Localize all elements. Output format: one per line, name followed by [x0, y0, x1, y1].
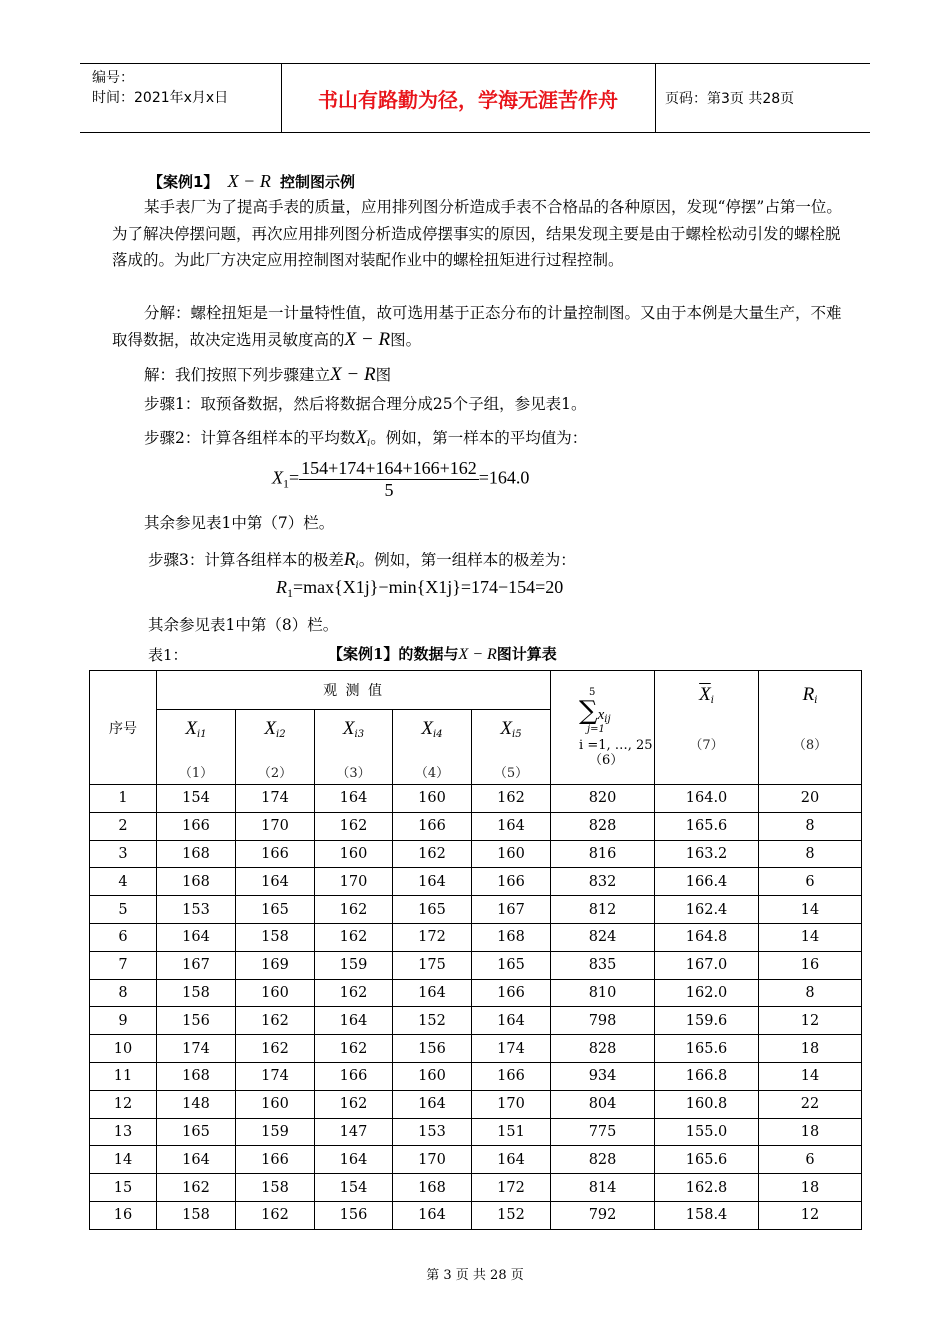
table-row: [90, 1201, 862, 1229]
solve-text: 解：我们按照下列步骤建立: [144, 366, 331, 384]
table-cell: 828: [551, 1035, 655, 1063]
table-row: [90, 1007, 862, 1035]
table-cell: 170: [315, 868, 393, 896]
table-cell: 162: [236, 1201, 315, 1229]
sum-bottom: j=1: [587, 724, 605, 735]
range-sub: i: [814, 695, 818, 706]
table-cell: 167.0: [655, 951, 759, 979]
obs-num: （5）: [493, 766, 529, 781]
table-cell: 934: [551, 1062, 655, 1090]
table-cell: 14: [759, 923, 862, 951]
table-row: [90, 1090, 862, 1118]
table-cell: 804: [551, 1090, 655, 1118]
table-cell: 164: [315, 785, 393, 813]
table-cell: 158: [236, 923, 315, 951]
table-cell: 158: [157, 979, 236, 1007]
sum-var: x: [597, 707, 605, 723]
table-title: [328, 643, 557, 666]
table-cell: 166: [236, 1146, 315, 1174]
table-cell: 160: [236, 1090, 315, 1118]
analysis-symbol: X − R: [344, 328, 391, 350]
table-cell: 164: [157, 1146, 236, 1174]
table-cell: 166.8: [655, 1062, 759, 1090]
table-cell: 165: [393, 896, 472, 924]
table-row: [90, 979, 862, 1007]
table-cell: 18: [759, 1118, 862, 1146]
table-cell: 164.8: [655, 923, 759, 951]
solve-symbol: X − R: [330, 364, 376, 385]
formula2-rhs: =max{X1j}−min{X1j}=174−154=20: [293, 577, 564, 597]
table-cell: 162: [157, 1174, 236, 1202]
table-cell: 165: [157, 1118, 236, 1146]
mean-formula: $X_1=$ $\frac{154+174+164+166+162}{5}$ =164.0: [272, 458, 530, 500]
table-cell: 166: [472, 868, 551, 896]
table-cell: 174: [472, 1035, 551, 1063]
table-cell: 158: [236, 1174, 315, 1202]
table-row: [90, 951, 862, 979]
table-cell: 174: [236, 1062, 315, 1090]
table-cell: 160: [472, 840, 551, 868]
step3-symbol: R: [343, 549, 356, 570]
table-cell: 159: [315, 951, 393, 979]
table-cell: 16: [90, 1201, 157, 1229]
table-cell: 166.4: [655, 868, 759, 896]
table-cell: 169: [236, 951, 315, 979]
table-row: [90, 896, 862, 924]
table-cell: 20: [759, 785, 862, 813]
obs-num: （1）: [178, 766, 214, 781]
rest8: 其余参见表1中第（8）栏。: [148, 616, 339, 634]
col-obs-header: 观 测 值: [157, 671, 551, 710]
page-header: [80, 63, 870, 133]
obs-col-header: [157, 710, 236, 785]
case-title: [148, 170, 355, 193]
table-cell: 155.0: [655, 1118, 759, 1146]
table-cell: 814: [551, 1174, 655, 1202]
table-cell: 148: [157, 1090, 236, 1118]
table-cell: 172: [393, 923, 472, 951]
table-cell: 164: [393, 1201, 472, 1229]
table-cell: 164: [472, 1007, 551, 1035]
formula1-lhs: X: [272, 467, 283, 488]
table-cell: 159: [236, 1118, 315, 1146]
table-cell: 151: [472, 1118, 551, 1146]
table-cell: 6: [759, 868, 862, 896]
obs-symbol: X: [342, 718, 355, 739]
table-cell: 168: [157, 840, 236, 868]
table-cell: 158.4: [655, 1201, 759, 1229]
table-cell: 156: [157, 1007, 236, 1035]
obs-col-header: [472, 710, 551, 785]
table-header-row-1: [90, 671, 862, 710]
analysis-paragraph: [112, 300, 842, 353]
table-row: [90, 923, 862, 951]
table-title-symbol: X − R: [458, 646, 497, 663]
table-label: 表1：: [148, 646, 188, 664]
table-cell: 174: [157, 1035, 236, 1063]
table-cell: 168: [393, 1174, 472, 1202]
table-cell: 160: [393, 1062, 472, 1090]
table-cell: 14: [90, 1146, 157, 1174]
table-cell: 792: [551, 1201, 655, 1229]
table-cell: 775: [551, 1118, 655, 1146]
table-cell: 16: [759, 951, 862, 979]
obs-sub: i2: [276, 729, 286, 740]
mean-sub: i: [710, 695, 714, 706]
col-seq-header: 序号: [90, 671, 157, 785]
table-cell: 6: [90, 923, 157, 951]
table-cell: 163.2: [655, 840, 759, 868]
table-cell: 165: [236, 896, 315, 924]
table-cell: 164: [393, 868, 472, 896]
table-body: [90, 785, 862, 1230]
mean-num: （7）: [689, 738, 724, 753]
table-cell: 167: [472, 896, 551, 924]
step2-text-end: 。例如，第一样本的平均值为：: [370, 429, 588, 447]
table-cell: 162: [315, 812, 393, 840]
table-cell: 152: [472, 1201, 551, 1229]
table-cell: 798: [551, 1007, 655, 1035]
formula1-lhs-sub: 1: [283, 476, 289, 491]
case-title-symbol: X − R: [227, 171, 271, 191]
sum-top: 5: [589, 687, 596, 698]
table-cell: 165.6: [655, 812, 759, 840]
table-cell: 152: [393, 1007, 472, 1035]
intro-paragraph: 某手表厂为了提高手表的质量，应用排列图分析造成手表不合格品的各种原因，发现“停摆”占第一位。为了解决停摆问题，再次应用排列图分析造成停摆事实的原因，结果发现主要是由于螺栓松动引发的螺栓脱落成的。为此厂方决定应用控制图对装配作业中的螺栓扭矩进行过程控制。: [112, 198, 842, 269]
obs-col-header: [393, 710, 472, 785]
sum-var-sub: ij: [604, 714, 611, 725]
table-cell: 816: [551, 840, 655, 868]
table-cell: 810: [551, 979, 655, 1007]
table-cell: 166: [315, 1062, 393, 1090]
obs-symbol: X: [264, 718, 277, 739]
table-cell: 164: [236, 868, 315, 896]
table-cell: 8: [759, 840, 862, 868]
obs-sub: i3: [354, 729, 365, 740]
range-symbol: R: [802, 684, 815, 705]
table-row: [90, 868, 862, 896]
formula1-result: =164.0: [478, 467, 530, 488]
table-cell: 158: [157, 1201, 236, 1229]
step3-text: 步骤3：计算各组样本的极差: [148, 551, 344, 569]
table-cell: 162: [236, 1007, 315, 1035]
table-cell: 165.6: [655, 1146, 759, 1174]
step3-sub: i: [355, 560, 359, 571]
table-cell: 172: [472, 1174, 551, 1202]
table-cell: 13: [90, 1118, 157, 1146]
table-cell: 164: [393, 1090, 472, 1118]
obs-num: （3）: [336, 766, 371, 781]
table-cell: 15: [90, 1174, 157, 1202]
col-mean-header: [655, 671, 759, 785]
table-cell: 165: [472, 951, 551, 979]
table-cell: 162: [315, 1090, 393, 1118]
table-cell: 164: [472, 1146, 551, 1174]
table-cell: 168: [157, 1062, 236, 1090]
table-cell: 9: [90, 1007, 157, 1035]
formula1-numerator: 154+174+164+166+162: [301, 458, 477, 478]
formula2-lhs-sub: 1: [287, 586, 293, 600]
table-cell: 18: [759, 1174, 862, 1202]
table-cell: 162: [472, 785, 551, 813]
table-cell: 164: [315, 1007, 393, 1035]
table-cell: 153: [157, 896, 236, 924]
table-cell: 166: [472, 1062, 551, 1090]
table-cell: 164: [157, 923, 236, 951]
table-cell: 156: [315, 1201, 393, 1229]
step2-symbol: X: [355, 427, 367, 448]
table-cell: 162: [236, 1035, 315, 1063]
table-cell: 828: [551, 1146, 655, 1174]
solve-end: 图: [375, 366, 392, 384]
table-cell: 832: [551, 868, 655, 896]
header-page-info: 页码：第3页 共28页: [665, 91, 795, 107]
table-cell: 168: [472, 923, 551, 951]
col-range-header: [759, 671, 862, 785]
table-cell: 5: [90, 896, 157, 924]
table-cell: 7: [90, 951, 157, 979]
solve-line: [144, 364, 391, 386]
obs-sub: i5: [512, 729, 522, 740]
table-cell: 162: [315, 896, 393, 924]
table-cell: 154: [157, 785, 236, 813]
table-cell: 162: [315, 923, 393, 951]
table-cell: 162.4: [655, 896, 759, 924]
header-divider: [655, 64, 656, 132]
table-cell: 10: [90, 1035, 157, 1063]
table-cell: 164: [393, 979, 472, 1007]
table-cell: 170: [236, 812, 315, 840]
obs-col-header: [315, 710, 393, 785]
table-title-text: 【案例1】的数据与: [328, 645, 459, 663]
table-cell: 153: [393, 1118, 472, 1146]
table-cell: 166: [472, 979, 551, 1007]
table-cell: 824: [551, 923, 655, 951]
header-shijian: 时间：2021年x月x日: [92, 90, 229, 106]
case-title-suffix: 控制图示例: [280, 173, 356, 191]
obs-num: （2）: [257, 766, 293, 781]
table-cell: 14: [759, 896, 862, 924]
table-cell: 12: [759, 1007, 862, 1035]
table-row: [90, 1174, 862, 1202]
table-cell: 160.8: [655, 1090, 759, 1118]
table-cell: 6: [759, 1146, 862, 1174]
obs-col-header: [236, 710, 315, 785]
table-cell: 14: [759, 1062, 862, 1090]
table-cell: 4: [90, 868, 157, 896]
case-title-prefix: 【案例1】: [148, 173, 219, 191]
sum-num: （6）: [589, 753, 624, 768]
obs-symbol: X: [421, 718, 434, 739]
table-cell: 12: [759, 1201, 862, 1229]
table-cell: 162.0: [655, 979, 759, 1007]
rest7: 其余参见表1中第（7）栏。: [144, 514, 335, 532]
table-cell: 3: [90, 840, 157, 868]
obs-sub: i1: [197, 729, 207, 740]
table-row: [90, 840, 862, 868]
table-cell: 164: [315, 1146, 393, 1174]
table-cell: 159.6: [655, 1007, 759, 1035]
analysis-text: 分解：螺栓扭矩是一计量特性值，故可选用基于正态分布的计量控制图。又由于本例是大量生产，不难取得数据，故决定选用灵敏度高的: [112, 304, 842, 349]
obs-sub: i4: [433, 729, 443, 740]
step2: [144, 427, 587, 455]
table-cell: 162: [393, 840, 472, 868]
table-cell: 22: [759, 1090, 862, 1118]
step2-text: 步骤2：计算各组样本的平均数: [144, 429, 356, 447]
formula1-fraction: [299, 458, 479, 501]
table-cell: 8: [759, 812, 862, 840]
data-table: [89, 670, 862, 1230]
table-cell: 11: [90, 1062, 157, 1090]
header-motto: 书山有路勤为径，学海无涯苦作舟: [318, 87, 618, 112]
table-cell: 166: [236, 840, 315, 868]
table-cell: 160: [236, 979, 315, 1007]
sum-range: i =1, …, 25: [579, 738, 653, 753]
table-cell: 175: [393, 951, 472, 979]
formula2-lhs: R: [276, 577, 287, 597]
table-cell: 828: [551, 812, 655, 840]
step1: 步骤1：取预备数据，然后将数据合理分成25个子组，参见表1。: [144, 395, 587, 413]
header-meta: [92, 68, 228, 108]
table-row: [90, 1118, 862, 1146]
table-cell: 174: [236, 785, 315, 813]
table-cell: 162: [315, 979, 393, 1007]
range-num: （8）: [792, 738, 828, 753]
mean-symbol: $\overline{X}$: [699, 684, 711, 705]
step3-text-end: 。例如，第一组样本的极差为：: [358, 551, 576, 569]
table-cell: 160: [315, 840, 393, 868]
table-cell: 162: [315, 1035, 393, 1063]
range-formula: [276, 577, 563, 601]
col-sum-header: [551, 671, 655, 785]
table-cell: 165.6: [655, 1035, 759, 1063]
table-cell: 160: [393, 785, 472, 813]
table-cell: 164: [472, 812, 551, 840]
table-cell: 156: [393, 1035, 472, 1063]
table-row: [90, 1062, 862, 1090]
formula1-denominator: 5: [384, 480, 394, 500]
table-title-end: 图计算表: [496, 645, 557, 663]
obs-symbol: X: [185, 718, 198, 739]
table-cell: 820: [551, 785, 655, 813]
step2-sub: i: [366, 438, 371, 449]
sum-symbol: ∑: [579, 696, 598, 726]
table-cell: 168: [157, 868, 236, 896]
table-row: [90, 812, 862, 840]
table-cell: 170: [393, 1146, 472, 1174]
table-cell: 166: [157, 812, 236, 840]
table-cell: 8: [759, 979, 862, 1007]
table-cell: 1: [90, 785, 157, 813]
table-cell: 166: [393, 812, 472, 840]
header-bianhao: 编号：: [92, 70, 134, 86]
table-cell: 162.8: [655, 1174, 759, 1202]
step3: [148, 549, 576, 577]
table-row: [90, 1035, 862, 1063]
table-row: [90, 1146, 862, 1174]
table-cell: 154: [315, 1174, 393, 1202]
table-cell: 812: [551, 896, 655, 924]
table-cell: 18: [759, 1035, 862, 1063]
table-cell: 12: [90, 1090, 157, 1118]
obs-symbol: X: [500, 718, 513, 739]
table-cell: 835: [551, 951, 655, 979]
table-cell: 167: [157, 951, 236, 979]
table-cell: 164.0: [655, 785, 759, 813]
table-cell: 2: [90, 812, 157, 840]
obs-num: （4）: [414, 766, 450, 781]
table-row: [90, 785, 862, 813]
table-cell: 170: [472, 1090, 551, 1118]
table-cell: 8: [90, 979, 157, 1007]
analysis-end: 图。: [390, 330, 422, 349]
page-footer: 第 3 页 共 28 页: [426, 1268, 524, 1283]
table-cell: 147: [315, 1118, 393, 1146]
